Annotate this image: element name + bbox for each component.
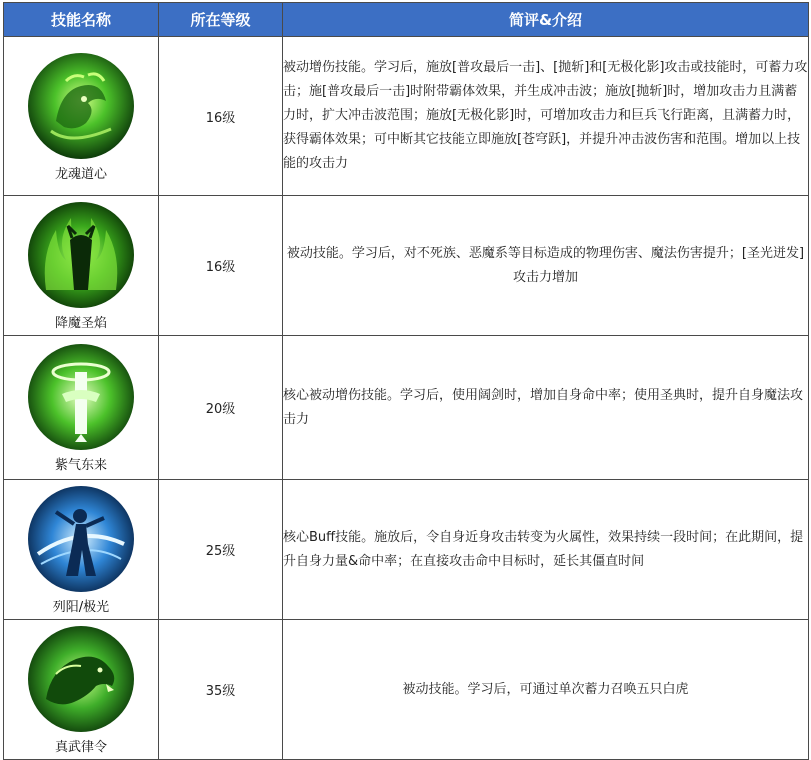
skill-description: 核心Buff技能。施放后，令自身近身攻击转变为火属性，效果持续一段时间；在此期间，提升自身力量&命中率；在直接攻击命中目标时，延长其僵直时间: [283, 480, 809, 620]
skill-cell: [4, 620, 159, 760]
skill-cell: [4, 480, 159, 620]
header-description: 简评&介绍: [283, 3, 809, 37]
header-level: 所在等级: [159, 3, 283, 37]
skill-level: 35级: [159, 620, 283, 760]
skill-name: 列阳/极光: [52, 600, 110, 615]
table-row: [4, 37, 809, 196]
skill-cell: [4, 196, 159, 336]
skill-name: 龙魂道心: [54, 166, 107, 182]
sword-icon: [26, 342, 136, 452]
tiger-icon: [26, 624, 136, 734]
table-row: [4, 196, 809, 336]
dragon-icon: [26, 51, 136, 161]
skill-description: 被动技能。学习后，可通过单次蓄力召唤五只白虎: [283, 620, 809, 760]
header-skill-name: 技能名称: [4, 3, 159, 37]
skill-description: 核心被动增伤技能。学习后，使用阔剑时，增加自身命中率；使用圣典时，提升自身魔法攻击力: [283, 336, 809, 480]
skill-level: 25级: [159, 480, 283, 620]
skill-level: 20级: [159, 336, 283, 480]
skill-description: 被动技能。学习后，对不死族、恶魔系等目标造成的物理伤害、魔法伤害提升；[圣光迸发]攻击力增加: [283, 196, 809, 336]
skill-level: 16级: [159, 37, 283, 196]
table-row: [4, 336, 809, 480]
skill-description: 被动增伤技能。学习后，施放[普攻最后一击]、[抛斩]和[无极化影]攻击或技能时，可蓄力攻击；施[普攻最后一击]时附带霸体效果，并生成冲击波；施放[抛斩]时，增加攻击力且满蓄力时，扩大冲击波范围；施放[无极化影]时，可增加攻击力和巨兵飞行距离，且满蓄力时，获得霸体效果；可中断其它技能立即施放[苍穹跃]，并提升冲击波伤害和范围。增加以上技能的攻击力: [283, 37, 809, 196]
skill-name: 降魔圣焰: [54, 316, 107, 331]
skill-level: 16级: [159, 196, 283, 336]
skills-table: [3, 2, 809, 760]
aurora-figure-icon: [26, 484, 136, 594]
table-row: [4, 620, 809, 760]
skill-name: 紫气东来: [54, 458, 107, 473]
table-row: [4, 480, 809, 620]
header-row: [4, 3, 809, 37]
skill-cell: [4, 37, 159, 196]
skill-cell: [4, 336, 159, 480]
skill-name: 真武律令: [54, 740, 107, 755]
demon-flame-icon: [26, 200, 136, 310]
